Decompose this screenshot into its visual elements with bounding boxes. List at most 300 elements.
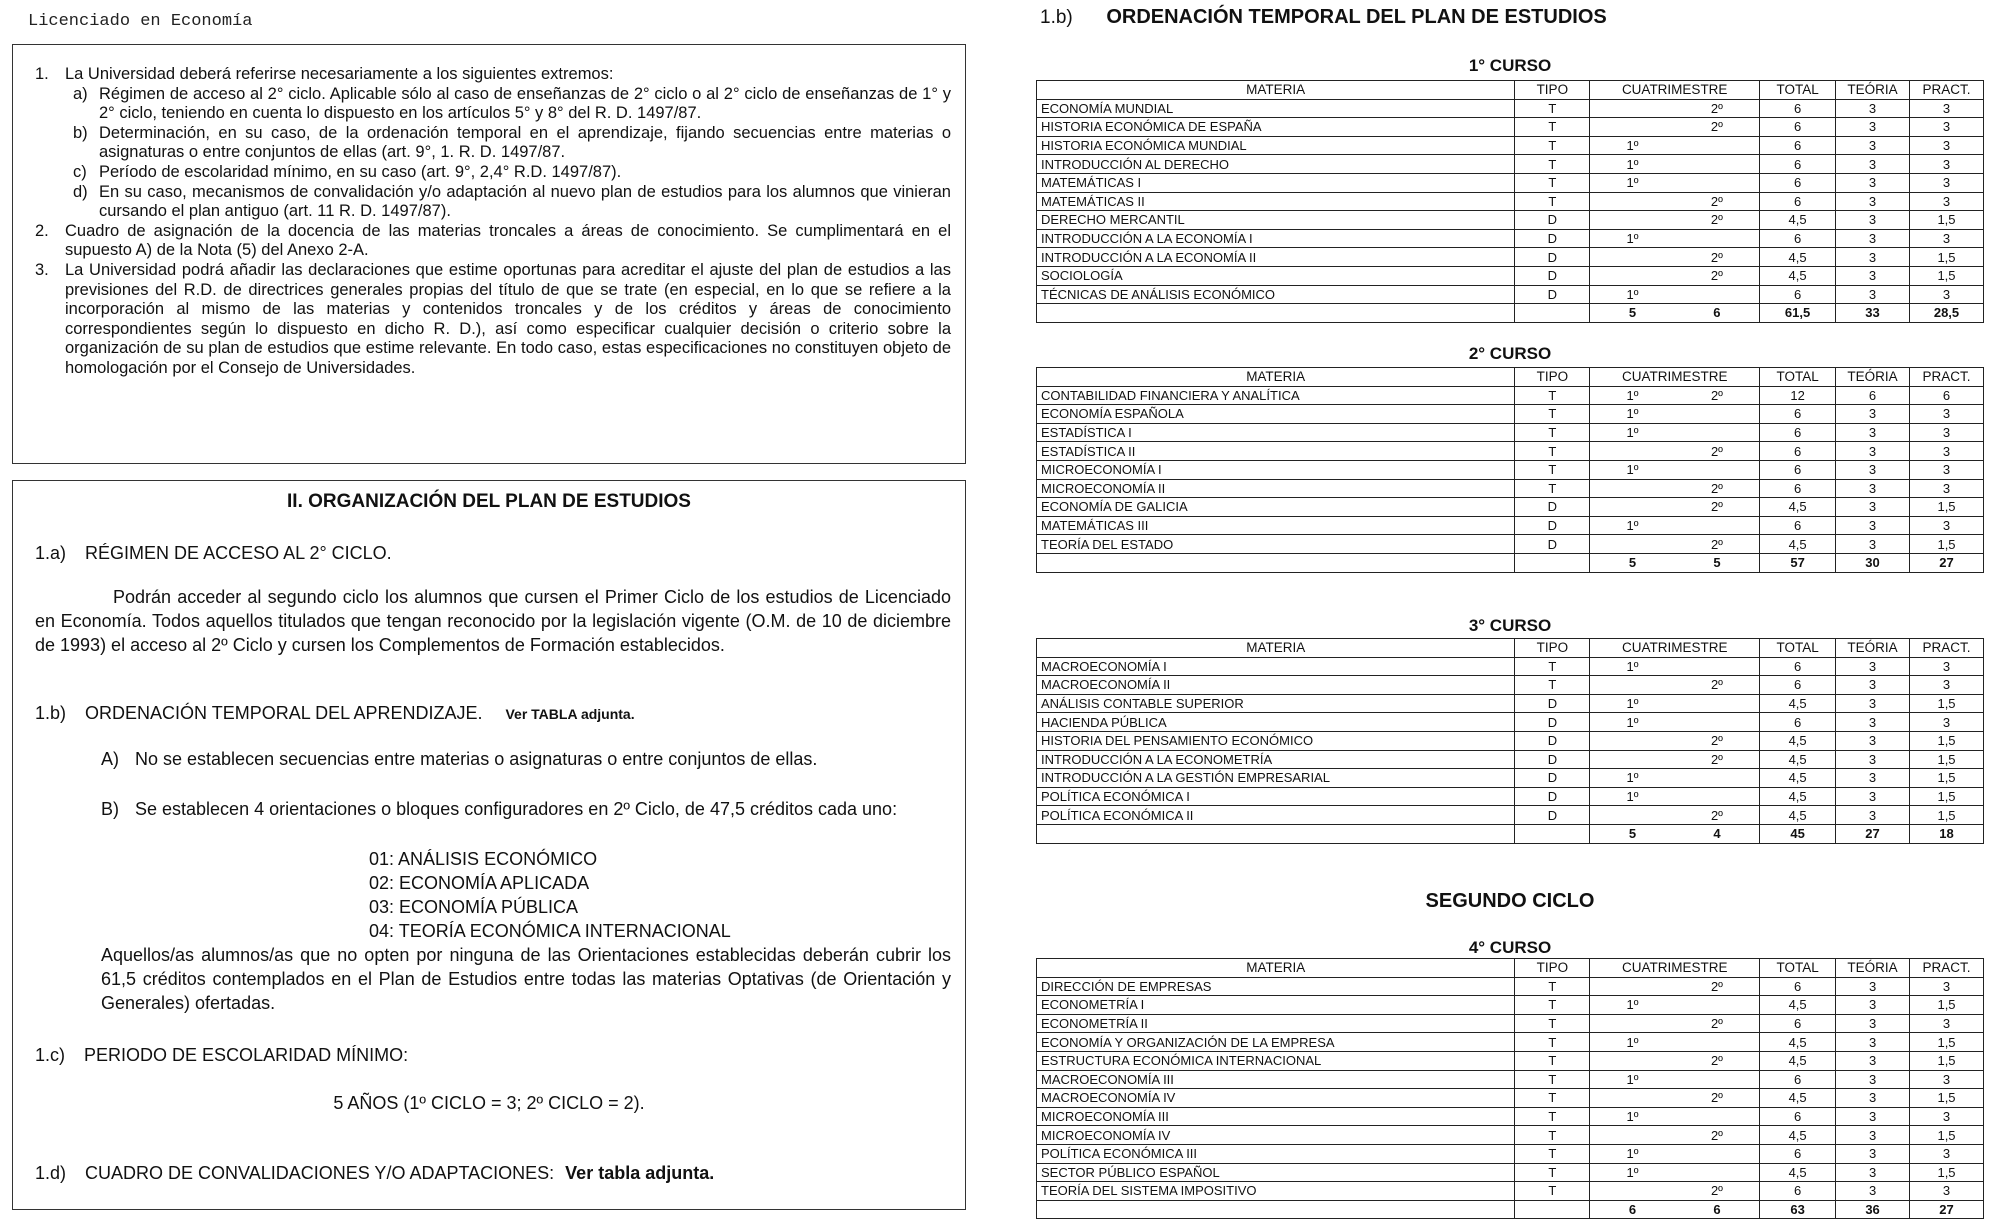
table-cell: T [1515,1126,1590,1145]
table-cell: 4,5 [1760,266,1836,285]
table-cell: D [1515,285,1590,304]
table-cell: 1º [1590,1070,1675,1089]
total-cell: 28,5 [1910,304,1984,323]
table-cell: 6 [1760,1144,1836,1163]
table-cell: T [1515,1014,1590,1033]
table-cell: 4,5 [1760,535,1836,554]
table-cell [1590,535,1675,554]
subject-cell: ESTADÍSTICA I [1037,423,1515,442]
table-cell: 1,5 [1910,535,1984,554]
table-cell [1675,769,1760,788]
table-cell [1675,657,1760,676]
table-cell: 4,5 [1760,1051,1836,1070]
total-cell: 5 [1675,553,1760,572]
table-cell [1675,694,1760,713]
table-cell: 3 [1910,1182,1984,1201]
table-cell: 2º [1675,1014,1760,1033]
table-cell: 6 [1760,229,1836,248]
subject-cell: ECONOMÍA Y ORGANIZACIÓN DE LA EMPRESA [1037,1033,1515,1052]
subject-cell: INTRODUCCIÓN A LA ECONOMÍA II [1037,248,1515,267]
table-cell: T [1515,1144,1590,1163]
table-cell: 1,5 [1910,1126,1984,1145]
column-header: TIPO [1515,81,1590,100]
table-cell: 3 [1836,266,1910,285]
course-title: 1° CURSO [1468,56,1552,75]
table-cell: 3 [1836,1126,1910,1145]
table-cell: 4,5 [1760,498,1836,517]
table-cell: 6 [1760,1014,1836,1033]
table-cell: 3 [1836,405,1910,424]
table-cell: 3 [1836,769,1910,788]
table-header-row [1037,368,1984,387]
segundo-ciclo-title: SEGUNDO CICLO [1425,890,1595,912]
table-cell [1590,806,1675,825]
subitem-letter: d) [73,182,88,201]
table-cell [1675,155,1760,174]
table-cell [1675,405,1760,424]
table-cell: 4,5 [1760,731,1836,750]
table-cell: T [1515,479,1590,498]
point-a [101,749,951,770]
column-header: TEÓRIA [1836,959,1910,978]
table-cell: 2º [1675,211,1760,230]
column-header: PRACT. [1910,81,1984,100]
table-cell [1590,248,1675,267]
table-cell: 6 [1760,442,1836,461]
table-cell: 3 [1836,211,1910,230]
totals-row [1037,824,1984,843]
table-cell: 3 [1910,405,1984,424]
subject-cell: ECONOMETRÍA II [1037,1014,1515,1033]
subject-cell: ECONOMÍA MUNDIAL [1037,99,1515,118]
table-cell: 3 [1910,977,1984,996]
table-cell [1590,118,1675,137]
table-cell: 2º [1675,498,1760,517]
table-cell: 4,5 [1760,806,1836,825]
table-row [1037,211,1984,230]
table-cell: 3 [1910,713,1984,732]
instruction-subitem [73,183,951,222]
subitem-letter: b) [73,123,88,142]
subject-cell: MACROECONOMÍA IV [1037,1089,1515,1108]
table-cell: 6 [1760,1182,1836,1201]
table-cell [1675,516,1760,535]
table-row [1037,1107,1984,1126]
table-cell: 3 [1836,535,1910,554]
table-cell [1590,731,1675,750]
column-header: PRACT. [1910,639,1984,658]
table-cell: 4,5 [1760,1126,1836,1145]
table-cell: 3 [1836,99,1910,118]
total-cell: 36 [1836,1200,1910,1219]
subject-cell: ESTADÍSTICA II [1037,442,1515,461]
subject-cell: HISTORIA ECONÓMICA MUNDIAL [1037,136,1515,155]
table-row [1037,1033,1984,1052]
table-cell: T [1515,1163,1590,1182]
table-cell [1675,173,1760,192]
total-cell: 45 [1760,824,1836,843]
table-cell: 1,5 [1910,806,1984,825]
table-cell [1590,266,1675,285]
table-cell: 4,5 [1760,1089,1836,1108]
table-cell: 1º [1590,1163,1675,1182]
totals-row [1037,304,1984,323]
table-cell: 3 [1836,229,1910,248]
table-cell: 6 [1760,516,1836,535]
table-cell: 3 [1910,442,1984,461]
item-number: 3. [35,260,49,279]
table-cell: 1,5 [1910,248,1984,267]
subject-cell: MICROECONOMÍA I [1037,460,1515,479]
table-cell: 2º [1675,977,1760,996]
table-cell [1590,1182,1675,1201]
instruction-item [35,261,951,379]
table-cell: 1,5 [1910,266,1984,285]
total-cell: 6 [1675,304,1760,323]
total-cell: 30 [1836,553,1910,572]
table-cell: 3 [1836,1051,1910,1070]
table-cell [1675,460,1760,479]
table-row [1037,516,1984,535]
subject-cell: MATEMÁTICAS III [1037,516,1515,535]
table-cell: 3 [1836,731,1910,750]
table-cell: D [1515,498,1590,517]
subitem-text: Determinación, en su caso, de la ordenación temporal en el aprendizaje, fijando secuencias entre materias o asignaturas o entre conjuntos de ellas (art. 9°, 1. R. D. 1497/87. [99,123,951,162]
table-cell: 2º [1675,266,1760,285]
section-1a-heading [35,543,392,564]
table-cell: T [1515,657,1590,676]
total-cell [1037,304,1515,323]
table-cell: T [1515,136,1590,155]
table-cell: 1º [1590,136,1675,155]
table-cell: D [1515,266,1590,285]
subject-cell: ECONOMÍA DE GALICIA [1037,498,1515,517]
section-title: II. ORGANIZACIÓN DEL PLAN DE ESTUDIOS [287,491,691,512]
table-cell: 1,5 [1910,731,1984,750]
column-header: MATERIA [1037,81,1515,100]
table-cell: 3 [1836,996,1910,1015]
table-row [1037,423,1984,442]
column-header: PRACT. [1910,368,1984,387]
table-cell: 6 [1760,479,1836,498]
table-row [1037,1014,1984,1033]
plan-heading [1040,6,1607,29]
instructions-box [12,44,966,464]
table-cell: 2º [1675,1182,1760,1201]
table-row [1037,479,1984,498]
table-cell: 3 [1836,118,1910,137]
table-cell: 3 [1910,1107,1984,1126]
subitem-text: Régimen de acceso al 2° ciclo. Aplicable sólo al caso de enseñanzas de 2° ciclo o al 2° ciclo de enseñanzas de 1° y 2° ciclo, teniendo en cuenta lo dispuesto en los artículos 5° y 8° del R. D. 1497/87. [99,84,951,123]
subject-cell: POLÍTICA ECONÓMICA III [1037,1144,1515,1163]
orientations-list [369,847,731,943]
table-cell: T [1515,386,1590,405]
table-row [1037,405,1984,424]
table-cell: 1º [1590,657,1675,676]
table-cell: T [1515,1089,1590,1108]
table-cell [1590,1089,1675,1108]
table-cell: 2º [1675,806,1760,825]
table-cell: D [1515,211,1590,230]
table-cell: 3 [1836,136,1910,155]
table-cell: 3 [1836,1182,1910,1201]
total-cell: 6 [1675,1200,1760,1219]
table-cell: 1º [1590,713,1675,732]
table-cell: 12 [1760,386,1836,405]
table-cell [1590,498,1675,517]
table-cell [1590,1051,1675,1070]
table-cell: 1,5 [1910,1163,1984,1182]
subject-cell: HISTORIA ECONÓMICA DE ESPAÑA [1037,118,1515,137]
table-cell: 6 [1760,405,1836,424]
table-row [1037,1070,1984,1089]
table-cell: 1º [1590,769,1675,788]
table-cell: 3 [1910,460,1984,479]
table-cell [1675,1163,1760,1182]
section-1c-title: PERIODO DE ESCOLARIDAD MÍNIMO: [84,1045,409,1065]
total-cell: 61,5 [1760,304,1836,323]
table-cell: 2º [1675,192,1760,211]
course-table [1036,80,1984,323]
table-cell: 3 [1910,423,1984,442]
table-row [1037,266,1984,285]
table-cell [1675,285,1760,304]
table-cell: 6 [1910,386,1984,405]
table-cell: 1º [1590,386,1675,405]
point-b-label: B) [101,799,119,819]
table-cell: 3 [1910,479,1984,498]
total-cell: 5 [1590,304,1675,323]
plan-heading-label: 1.b) [1040,7,1073,28]
table-row [1037,118,1984,137]
table-cell: 3 [1836,1163,1910,1182]
table-cell: 2º [1675,731,1760,750]
table-cell: 2º [1675,535,1760,554]
section-1b-title: ORDENACIÓN TEMPORAL DEL APRENDIZAJE. [85,703,483,723]
section-1c-heading [35,1045,408,1066]
table-cell: 3 [1836,516,1910,535]
subject-cell: MICROECONOMÍA IV [1037,1126,1515,1145]
organization-box [12,480,966,1210]
column-header: CUATRIMESTRE [1590,959,1760,978]
table-cell: 3 [1910,229,1984,248]
subitem-letter: c) [73,162,87,181]
table-cell [1590,211,1675,230]
table-cell: 1,5 [1910,694,1984,713]
table-row [1037,229,1984,248]
column-header: CUATRIMESTRE [1590,368,1760,387]
table-header-row [1037,81,1984,100]
table-cell: 4,5 [1760,1163,1836,1182]
total-cell: 27 [1910,1200,1984,1219]
total-cell [1037,824,1515,843]
table-row [1037,1126,1984,1145]
table-cell: T [1515,99,1590,118]
document-header: Licenciado en Economía [28,12,253,31]
subject-cell: POLÍTICA ECONÓMICA I [1037,787,1515,806]
table-cell [1675,713,1760,732]
table-cell: D [1515,229,1590,248]
column-header: TOTAL [1760,81,1836,100]
table-cell: 6 [1760,423,1836,442]
table-row [1037,136,1984,155]
section-1a-title: RÉGIMEN DE ACCESO AL 2° CICLO. [85,543,392,563]
point-b [101,797,951,821]
table-cell: T [1515,676,1590,695]
item-text: La Universidad deberá referirse necesariamente a los siguientes extremos: [65,65,614,83]
subject-cell: INTRODUCCIÓN A LA GESTIÓN EMPRESARIAL [1037,769,1515,788]
instruction-item [35,222,951,261]
column-header: MATERIA [1037,959,1515,978]
section-1a-label: 1.a) [35,543,67,563]
total-cell [1515,553,1590,572]
point-b-after: Aquellos/as alumnos/as que no opten por ninguna de las Orientaciones establecidas deberán cubrir los 61,5 créditos contemplados en el Plan de Estudios entre todas las materias Optativas (de Orientación y Generales) ofertadas. [101,945,951,1013]
table-cell: 2º [1675,479,1760,498]
section-1d-label: 1.d) [35,1163,67,1183]
table-cell: 1,5 [1910,996,1984,1015]
table-cell: 6 [1760,713,1836,732]
total-cell [1515,824,1590,843]
table-cell: 3 [1910,136,1984,155]
table-cell [1590,99,1675,118]
table-cell: 1º [1590,229,1675,248]
table-cell [1590,1126,1675,1145]
total-cell: 33 [1836,304,1910,323]
table-cell: 3 [1836,192,1910,211]
table-row [1037,535,1984,554]
table-cell: T [1515,460,1590,479]
item-number: 1. [35,65,49,83]
table-cell: T [1515,1182,1590,1201]
table-cell: 3 [1910,657,1984,676]
subitem-letter: a) [73,84,88,103]
table-cell: 1,5 [1910,750,1984,769]
table-cell: 1º [1590,285,1675,304]
table-cell: 4,5 [1760,211,1836,230]
table-row [1037,769,1984,788]
subject-cell: SECTOR PÚBLICO ESPAÑOL [1037,1163,1515,1182]
section-1a-text: Podrán acceder al segundo ciclo los alumnos que cursen el Primer Ciclo de los estudios de Licenciado en Economía. Todos aquellos titulados que tengan reconocido por la legislación vigente (O.M. de 10 de diciembre de 1993) el acceso al 2º Ciclo y cursen los Complementos de Formación establecidos. [35,587,951,655]
table-cell [1675,1070,1760,1089]
total-cell [1037,553,1515,572]
table-cell: 3 [1836,977,1910,996]
table-row [1037,1051,1984,1070]
table-cell [1590,479,1675,498]
totals-row [1037,1200,1984,1219]
subject-cell: TEORÍA DEL SISTEMA IMPOSITIVO [1037,1182,1515,1201]
subject-cell: ANÁLISIS CONTABLE SUPERIOR [1037,694,1515,713]
total-cell: 5 [1590,824,1675,843]
subitem-text: En su caso, mecanismos de convalidación y/o adaptación al nuevo plan de estudios para los alumnos que vinieran cursando el plan antiguo (art. 11 R. D. 1497/87). [99,182,951,221]
table-cell: T [1515,1070,1590,1089]
table-cell: D [1515,694,1590,713]
table-cell: 6 [1760,285,1836,304]
table-cell: 3 [1910,99,1984,118]
table-cell: 4,5 [1760,1033,1836,1052]
table-cell: D [1515,787,1590,806]
total-cell: 63 [1760,1200,1836,1219]
plan-heading-title: ORDENACIÓN TEMPORAL DEL PLAN DE ESTUDIOS [1106,6,1607,28]
total-cell: 6 [1590,1200,1675,1219]
table-row [1037,155,1984,174]
table-cell: T [1515,155,1590,174]
subject-cell: HACIENDA PÚBLICA [1037,713,1515,732]
table-row [1037,1182,1984,1201]
table-cell [1675,1107,1760,1126]
table-cell: 3 [1836,498,1910,517]
subject-cell: MICROECONOMÍA II [1037,479,1515,498]
point-b-text: Se establecen 4 orientaciones o bloques configuradores en 2º Ciclo, de 47,5 créditos cada uno: [135,799,898,819]
table-row [1037,498,1984,517]
table-cell: D [1515,750,1590,769]
section-1b-label: 1.b) [35,703,67,723]
table-cell: 2º [1675,99,1760,118]
instruction-subitem [73,85,951,124]
course-table [1036,367,1984,573]
subject-cell: INTRODUCCIÓN A LA ECONOMÍA I [1037,229,1515,248]
subject-cell: MACROECONOMÍA II [1037,676,1515,695]
total-cell: 27 [1836,824,1910,843]
table-cell: 3 [1910,1070,1984,1089]
section-1b-note: Ver TABLA adjunta. [505,706,635,722]
course-title: 2° CURSO [1468,344,1552,363]
item-text: Cuadro de asignación de la docencia de las materias troncales a áreas de conocimiento. Se cumplimentará en el supuesto A) de la Nota (5) del Anexo 2-A. [65,221,951,260]
table-cell [1675,787,1760,806]
table-cell: 3 [1836,713,1910,732]
column-header: TEÓRIA [1836,81,1910,100]
table-cell [1675,423,1760,442]
table-cell: 2º [1675,118,1760,137]
table-cell: 6 [1760,192,1836,211]
section-1d-note: Ver tabla adjunta. [565,1163,715,1183]
table-cell: 3 [1836,676,1910,695]
table-cell: 6 [1760,460,1836,479]
table-cell [1675,1033,1760,1052]
table-cell: 4,5 [1760,996,1836,1015]
table-cell: 6 [1760,676,1836,695]
item-number: 2. [35,221,49,240]
subitem-text: Período de escolaridad mínimo, en su caso (art. 9°, 2,4° R.D. 1497/87). [99,162,622,181]
column-header: TOTAL [1760,959,1836,978]
table-row [1037,977,1984,996]
table-cell: T [1515,192,1590,211]
table-row [1037,460,1984,479]
table-row [1037,676,1984,695]
table-cell: T [1515,996,1590,1015]
table-cell: 6 [1760,155,1836,174]
total-cell [1515,1200,1590,1219]
subject-cell: INTRODUCCIÓN AL DERECHO [1037,155,1515,174]
table-cell: 1º [1590,460,1675,479]
column-header: TIPO [1515,959,1590,978]
subject-cell: INTRODUCCIÓN A LA ECONOMETRÍA [1037,750,1515,769]
table-cell: T [1515,423,1590,442]
table-cell [1590,192,1675,211]
column-header: TEÓRIA [1836,639,1910,658]
table-cell: 6 [1760,136,1836,155]
table-cell: D [1515,806,1590,825]
table-row [1037,1089,1984,1108]
table-cell [1590,676,1675,695]
table-cell: 2º [1675,676,1760,695]
table-cell [1675,1144,1760,1163]
table-cell: D [1515,248,1590,267]
table-cell: D [1515,731,1590,750]
table-cell: T [1515,1107,1590,1126]
table-row [1037,1163,1984,1182]
table-cell: T [1515,405,1590,424]
orientation-item: 01: ANÁLISIS ECONÓMICO [369,849,598,869]
